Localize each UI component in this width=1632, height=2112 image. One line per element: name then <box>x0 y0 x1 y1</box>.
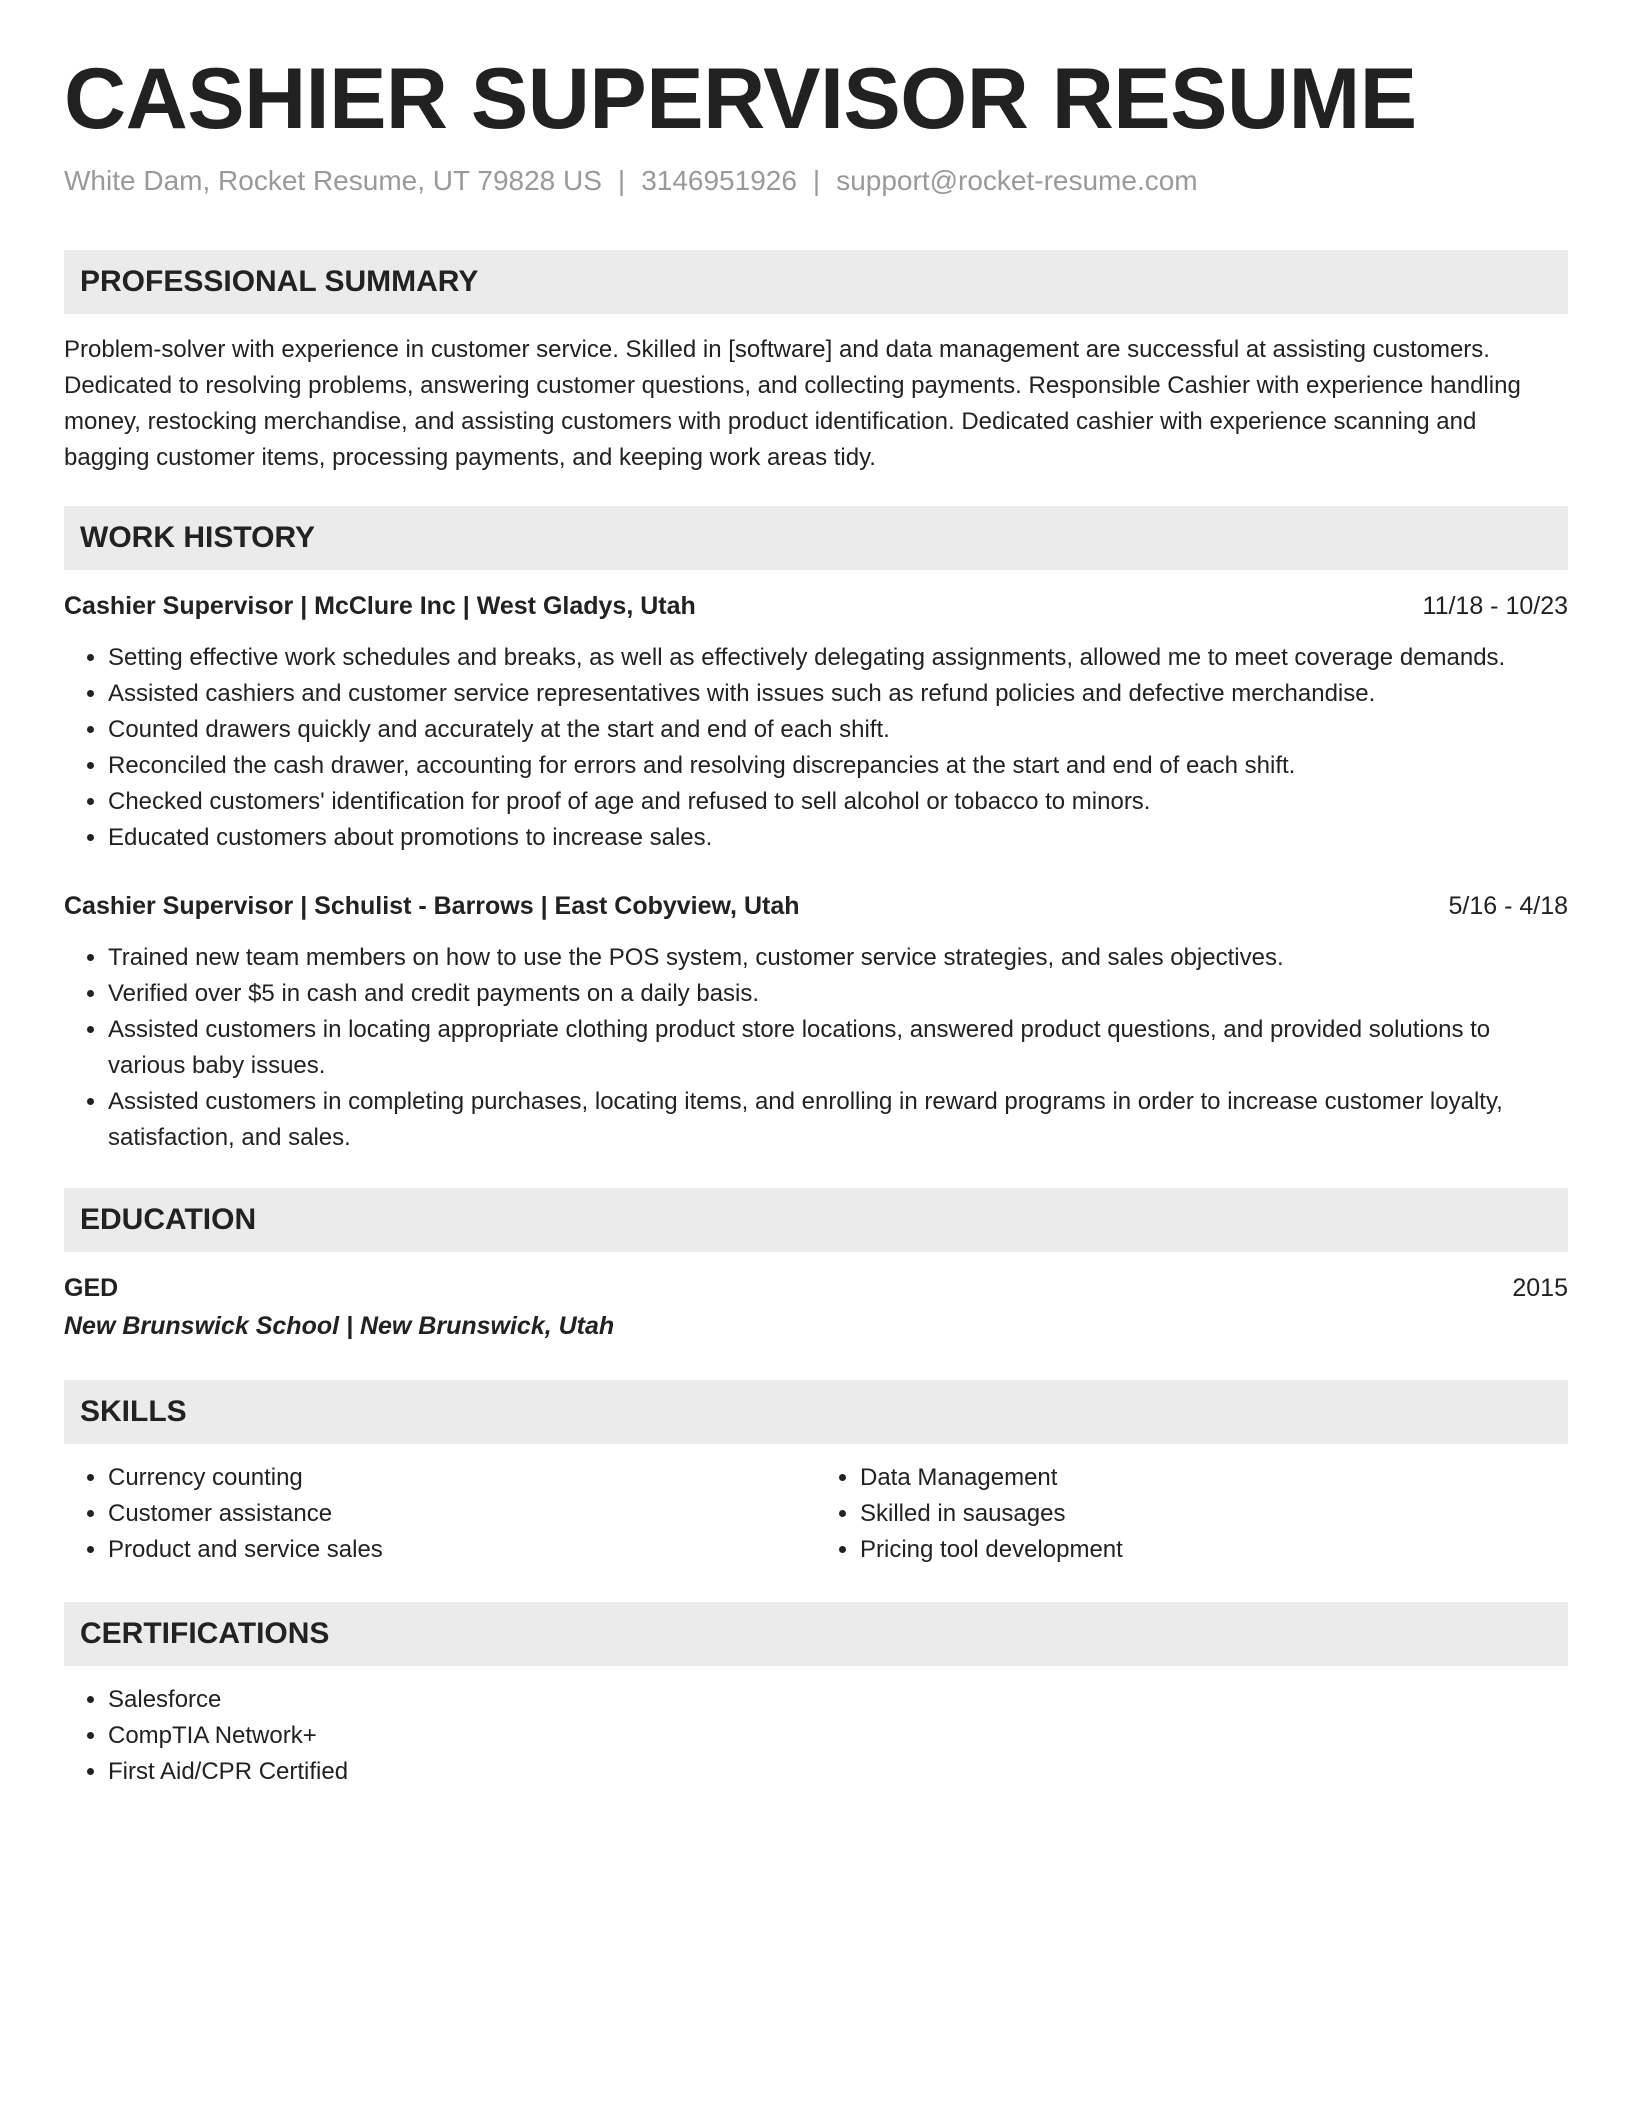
contact-phone: 3146951926 <box>641 165 797 196</box>
job-bullet: • Assisted customers in locating appropriate clothing product store locations, answered product questions, and provided solutions to various baby issues. <box>108 1012 1568 1084</box>
section-header-education: EDUCATION <box>64 1188 1568 1252</box>
skill-item: • Skilled in sausages <box>860 1496 1568 1532</box>
job-dates: 5/16 - 4/18 <box>1448 891 1568 920</box>
job-dates: 11/18 - 10/23 <box>1422 591 1568 620</box>
education-school: New Brunswick School | New Brunswick, Utah <box>64 1311 615 1340</box>
skills-grid <box>64 1460 1568 1568</box>
certifications-list <box>64 1682 1568 1790</box>
job-bullet: • Assisted cashiers and customer service representatives with issues such as refund policies and defective merchandise. <box>108 676 1568 712</box>
job-title: Cashier Supervisor | Schulist - Barrows | East Cobyview, Utah <box>64 891 800 920</box>
job-header <box>64 888 1568 924</box>
summary-text: Problem-solver with experience in customer service. Skilled in [software] and data management are successful at assisting customers. Dedicated to resolving problems, answering customer questions, and collecting payments. Responsible Cashier with experience handling money, restocking merchandise, and assisting customers with product identification. Dedicated cashier with experience scanning and bagging customer items, processing payments, and keeping work areas tidy. <box>64 335 1521 471</box>
skill-item: • Pricing tool development <box>860 1532 1568 1568</box>
job-bullet: • Setting effective work schedules and breaks, as well as effectively delegating assignments, allowed me to meet coverage demands. <box>108 640 1568 676</box>
certification-item: • CompTIA Network+ <box>108 1718 1568 1754</box>
skills-list <box>816 1460 1568 1568</box>
contact-separator: | <box>617 165 626 196</box>
section-header-skills: SKILLS <box>64 1380 1568 1444</box>
job-bullet: • Counted drawers quickly and accurately at the start and end of each shift. <box>108 712 1568 748</box>
contact-separator: | <box>812 165 821 196</box>
skill-item: • Customer assistance <box>108 1496 816 1532</box>
contact-email: support@rocket-resume.com <box>836 165 1198 196</box>
job-bullets <box>64 640 1568 856</box>
job-bullet: • Trained new team members on how to use the POS system, customer service strategies, and sales objectives. <box>108 940 1568 976</box>
certification-item: • Salesforce <box>108 1682 1568 1718</box>
section-spacer <box>64 1156 1568 1188</box>
skills-list <box>64 1460 816 1568</box>
education-degree: GED <box>64 1273 119 1302</box>
job-bullet: • Verified over $5 in cash and credit payments on a daily basis. <box>108 976 1568 1012</box>
education-entry <box>64 1270 1568 1346</box>
job-bullets <box>64 940 1568 1156</box>
contact-address: White Dam, Rocket Resume, UT 79828 US <box>64 165 602 196</box>
certifications-block <box>64 1682 1568 1790</box>
certification-item: • First Aid/CPR Certified <box>108 1754 1568 1790</box>
section-header-summary: PROFESSIONAL SUMMARY <box>64 250 1568 314</box>
skills-column-left <box>64 1460 816 1568</box>
job-entry <box>64 888 1568 1156</box>
contact-line <box>64 164 1568 198</box>
skill-item: • Product and service sales <box>108 1532 816 1568</box>
job-header <box>64 588 1568 624</box>
job-bullet: • Educated customers about promotions to increase sales. <box>108 820 1568 856</box>
job-bullet: • Checked customers' identification for proof of age and refused to sell alcohol or tobacco to minors. <box>108 784 1568 820</box>
skills-column-right <box>816 1460 1568 1568</box>
job-bullet: • Assisted customers in completing purchases, locating items, and enrolling in reward programs in order to increase customer loyalty, satisfaction, and sales. <box>108 1084 1568 1156</box>
education-year: 2015 <box>1512 1273 1568 1302</box>
section-header-work-history: WORK HISTORY <box>64 506 1568 570</box>
job-bullet: • Reconciled the cash drawer, accounting for errors and resolving discrepancies at the start and end of each shift. <box>108 748 1568 784</box>
job-title: Cashier Supervisor | McClure Inc | West Gladys, Utah <box>64 591 696 620</box>
skill-item: • Data Management <box>860 1460 1568 1496</box>
section-header-certifications: CERTIFICATIONS <box>64 1602 1568 1666</box>
skill-item: • Currency counting <box>108 1460 816 1496</box>
resume-title: CASHIER SUPERVISOR RESUME <box>64 51 1417 147</box>
education-header <box>64 1270 1568 1306</box>
job-entry <box>64 588 1568 856</box>
